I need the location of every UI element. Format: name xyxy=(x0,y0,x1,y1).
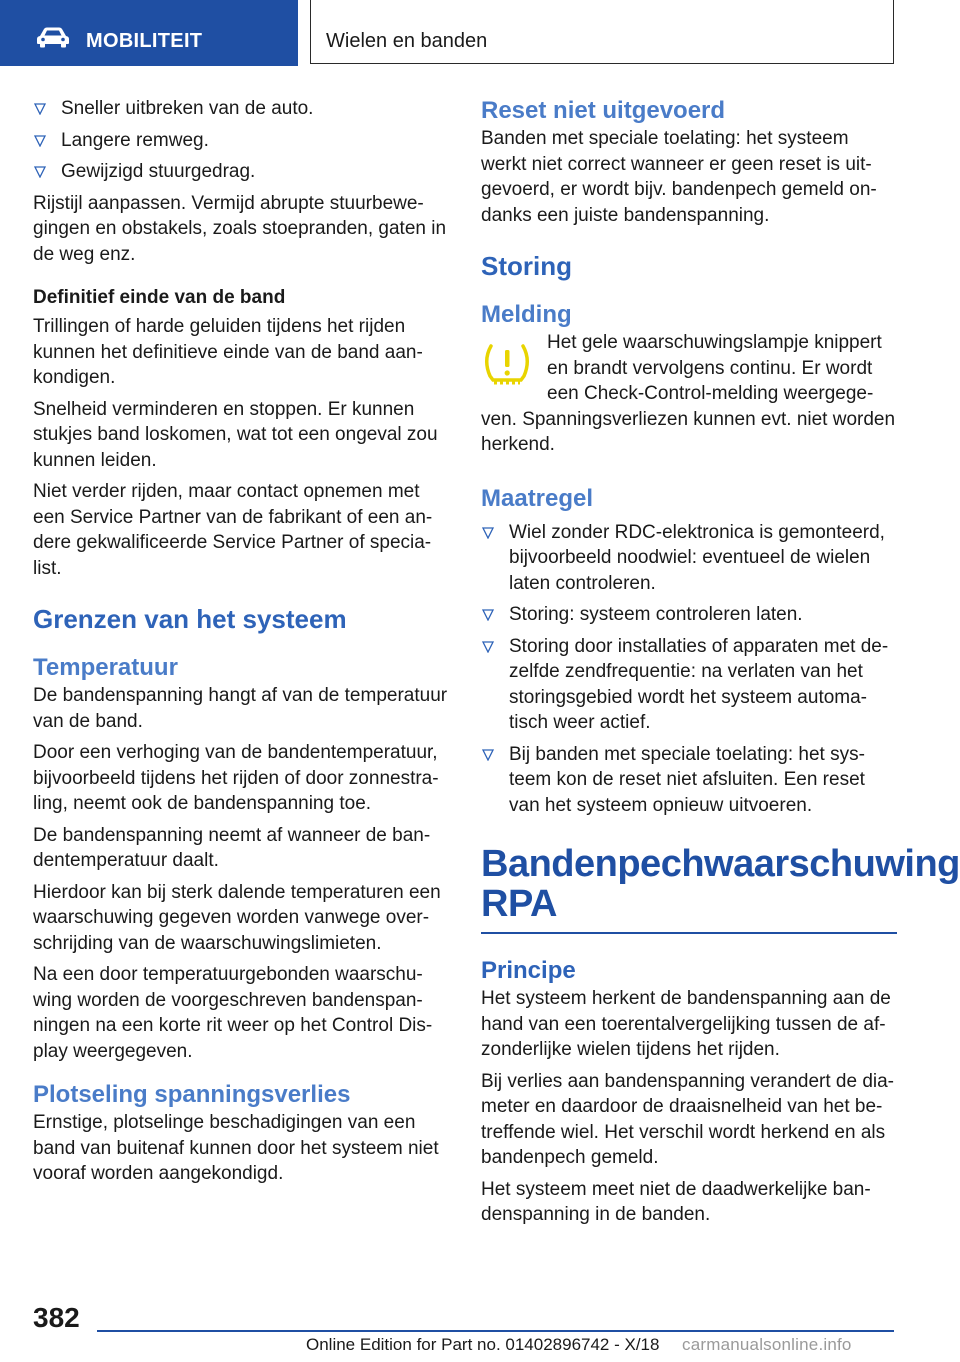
list-item xyxy=(481,602,897,628)
right-column xyxy=(481,96,960,1234)
left-column xyxy=(33,96,449,1193)
list-item-text: Storing: systeem controleren laten. xyxy=(509,604,803,625)
list-item xyxy=(33,128,449,154)
section-heading: Storing xyxy=(481,251,572,281)
paragraph: Rijstijl aanpassen. Vermijd abrupte stuurbewe-gingen en obstakels, zoals stoepranden, gaten in de weg enz. xyxy=(33,192,447,265)
list-item xyxy=(481,742,897,819)
paragraph: Het gele waarschuwingslampje knippert en brandt vervolgens continu. Er wordt een Check-Control-melding weergege-ven. Spanningsverliezen kunnen evt. niet worden herkend. xyxy=(481,332,896,455)
list-item-text: Wiel zonder RDC-elektronica is gemonteerd, bijvoorbeeld noodwiel: eventueel de wielen laten controleren. xyxy=(509,521,885,594)
list-item xyxy=(481,520,897,597)
tire-pressure-warning-icon xyxy=(481,338,533,390)
subheading: Definitief einde van de band xyxy=(33,287,286,308)
paragraph: Trillingen of harde geluiden tijdens het rijden kunnen het definitieve einde van de band aan-kondigen. xyxy=(33,316,423,388)
list-item xyxy=(481,634,897,736)
chapter-heading-line: Bandenpechwaarschuwing xyxy=(481,843,960,885)
subsection-heading: Melding xyxy=(481,301,572,328)
paragraph: Niet verder rijden, maar contact opnemen met een Service Partner van de fabrikant of een an-dere gekwalificeerde Service Partner of specia-list. xyxy=(33,481,433,579)
paragraph: Het systeem herkent de bandenspanning aan de hand van een toerentalvergelijking tussen de af-zonderlijke wielen tijdens het rijden. xyxy=(481,988,891,1060)
page-header xyxy=(0,0,960,66)
section-heading: Grenzen van het systeem xyxy=(33,604,347,634)
car-icon xyxy=(36,26,70,48)
paragraph: Snelheid verminderen en stoppen. Er kunnen stukjes band loskomen, wat tot een ongeval zou kunnen leiden. xyxy=(33,398,438,471)
triangle-bullet-icon xyxy=(482,527,494,539)
paragraph: Hierdoor kan bij sterk dalende temperaturen een waarschuwing gegeven worden vanwege over-schrijding van de waarschuwingslimieten. xyxy=(33,881,441,954)
list-item-text: Langere remweg. xyxy=(61,129,209,151)
triangle-bullet-icon xyxy=(482,749,494,761)
list-item-text: Bij banden met speciale toelating: het sys-teem kon de reset niet afsluiten. Een reset van het systeem opnieuw uitvoeren. xyxy=(509,743,865,816)
list-item-text: Gewijzigd stuurgedrag. xyxy=(61,161,256,182)
paragraph: Banden met speciale toelating: het systeem werkt niet correct wanneer er geen reset is uit-gevoerd, er wordt bijv. bandenpech gemeld on-danks een juiste bandenspanning. xyxy=(481,128,877,226)
footer-divider xyxy=(97,1330,894,1332)
section-tab xyxy=(0,0,298,66)
triangle-bullet-icon xyxy=(482,641,494,653)
list-item-text: Storing door installaties of apparaten met de-zelfde zendfrequentie: na verlaten van het storingsgebied wordt het systeem automa-tisch weer actief. xyxy=(509,635,889,733)
subsection-heading: Principe xyxy=(481,957,576,984)
subsection-heading: Temperatuur xyxy=(33,654,178,681)
subsection-heading: Reset niet uitgevoerd xyxy=(481,97,726,124)
paragraph: Door een verhoging van de bandentemperatuur, bijvoorbeeld tijdens het rijden of door zonnestra-ling, neemt ook de bandenspanning toe. xyxy=(33,742,439,814)
chapter-box xyxy=(310,0,894,64)
triangle-bullet-icon xyxy=(34,166,46,178)
list-item xyxy=(33,159,449,185)
chapter-heading xyxy=(481,843,960,925)
heading-divider xyxy=(481,932,897,934)
triangle-bullet-icon xyxy=(482,609,494,621)
edition-text: Online Edition for Part no. 01402896742 - X/18 xyxy=(306,1335,660,1354)
list-item-text: Sneller uitbreken van de auto. xyxy=(61,98,314,119)
section-title: MOBILITEIT xyxy=(86,30,203,52)
paragraph: Het systeem meet niet de daadwerkelijke ban-denspanning in de banden. xyxy=(481,1178,871,1225)
triangle-bullet-icon xyxy=(34,103,46,115)
paragraph: De bandenspanning neemt af wanneer de ban-dentemperatuur daalt. xyxy=(33,824,431,871)
paragraph: Na een door temperatuurgebonden waarschu-wing worden de voorgeschreven bandenspan-ningen na een korte rit weer op het Control Dis-play weergegeven. xyxy=(33,964,433,1062)
paragraph: De bandenspanning hangt af van de temperatuur van de band. xyxy=(33,685,448,732)
subsection-heading: Plotseling spanningsverlies xyxy=(33,1081,351,1108)
paragraph: Ernstige, plotselinge beschadigingen van een band van buitenaf kunnen door het systeem niet vooraf worden aangekondigd. xyxy=(33,1112,439,1184)
page-number: 382 xyxy=(33,1302,80,1333)
triangle-bullet-icon xyxy=(34,135,46,147)
list-item xyxy=(33,96,449,122)
chapter-title: Wielen en banden xyxy=(326,30,488,52)
paragraph: Bij verlies aan bandenspanning verandert de dia-meter en daardoor de draaisnelheid van het be-treffende wiel. Het verschil wordt herkend en als bandenpech gemeld. xyxy=(481,1070,894,1168)
subsection-heading: Maatregel xyxy=(481,484,594,512)
watermark: carmanualsonline.info xyxy=(682,1335,852,1354)
chapter-heading-line: RPA xyxy=(481,883,557,925)
warning-block xyxy=(481,330,897,458)
